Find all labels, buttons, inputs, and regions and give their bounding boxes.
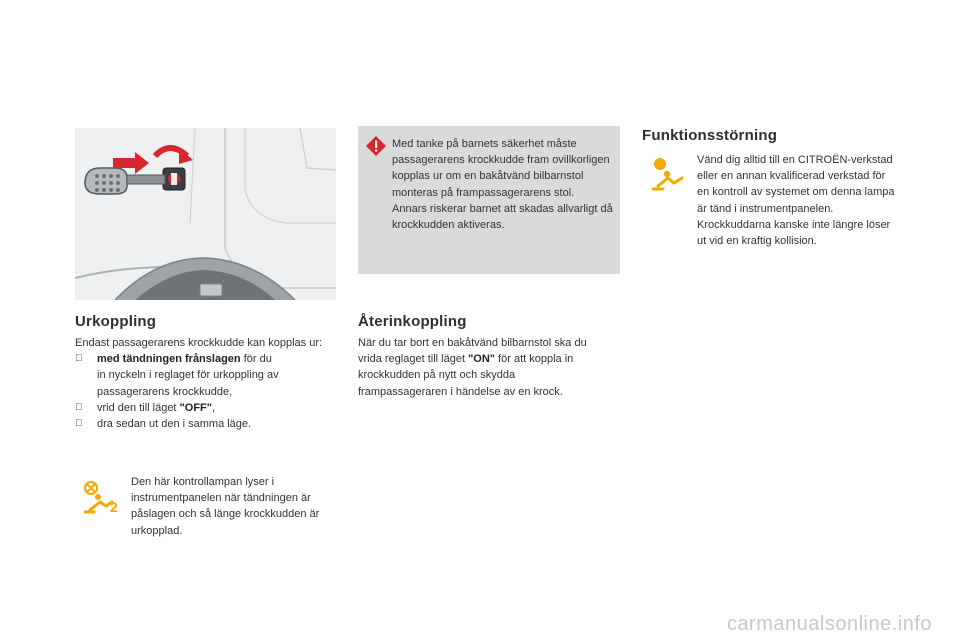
aterinkoppling-section <box>358 313 467 330</box>
bullet-item-3 <box>75 416 335 432</box>
warning-icon <box>366 136 386 156</box>
bullet-2-pre: vrid den till läget <box>97 401 180 414</box>
aterinkoppling-body <box>358 335 598 400</box>
bullet-3-text: dra sedan ut den i samma läge. <box>97 418 252 431</box>
bullet-1-bold: med tändningen frånslagen <box>97 353 241 366</box>
warning-text <box>392 136 614 233</box>
bullet-1-rest-c: passagerarens krockkudde, <box>97 385 233 398</box>
funktion-section <box>642 127 777 144</box>
urkoppling-title: Urkoppling <box>75 313 157 330</box>
warning-text-2: Annars riskerar barnet att skadas allvarligt då krockkudden aktiveras. <box>392 202 613 232</box>
airbag-switch-illustration <box>75 128 336 300</box>
svg-text:2: 2 <box>110 499 118 515</box>
bullet-item-1 <box>75 351 335 400</box>
bullet-icon <box>75 400 97 416</box>
bullet-2-bold: "OFF" <box>179 401 212 414</box>
bullet-2-post: , <box>211 401 216 414</box>
warning-text-1: Med tanke på barnets säkerhet måste passagerarens krockkudde fram ovillkorligen kopplas ur om en bakåtvänd bilbarnstol monteras på frampassagerarens stol. <box>392 138 610 199</box>
airbag-off-lamp-icon <box>82 478 122 518</box>
urkoppling-section <box>75 313 156 330</box>
airbag-fault-lamp-icon <box>650 156 690 196</box>
aterinkoppling-text-bold: "ON" <box>468 353 495 366</box>
aterinkoppling-text-a: När du tar bort en bakåtvänd bilbarnstol ska du vrida reglaget till läget <box>358 337 587 366</box>
lamp-description: Den här kontrollampan lyser i instrumentpanelen när tändningen är påslagen och så länge krockkudden är urkopplad. <box>131 476 320 537</box>
footer-watermark: carmanualsonline.info <box>726 613 932 635</box>
bullet-item-2 <box>75 400 335 416</box>
urkoppling-intro: Endast passagerarens krockkudde kan kopplas ur: <box>75 337 323 349</box>
bullet-1-rest-b: in nyckeln i reglaget för urkoppling av <box>97 369 279 382</box>
aterinkoppling-text-b: för att koppla in krockkudden på nytt och skydda frampassageraren i händelse av en krock. <box>358 353 574 398</box>
urkoppling-body <box>75 335 335 432</box>
bullet-1-rest-a: för du <box>240 353 272 366</box>
funktion-title: Funktionsstörning <box>642 127 778 144</box>
bullet-icon <box>75 416 97 432</box>
funktion-text: Vänd dig alltid till en CITROËN-verkstad eller en annan kvalificerad verkstad för en kontroll av systemet om denna lampa är tänd i instrumentpanelen. Krockkuddarna kanske inte längre löser ut vid en kraftig kollision. <box>697 154 895 248</box>
bullet-icon <box>75 351 97 400</box>
aterinkoppling-title: Återinkoppling <box>358 313 467 330</box>
